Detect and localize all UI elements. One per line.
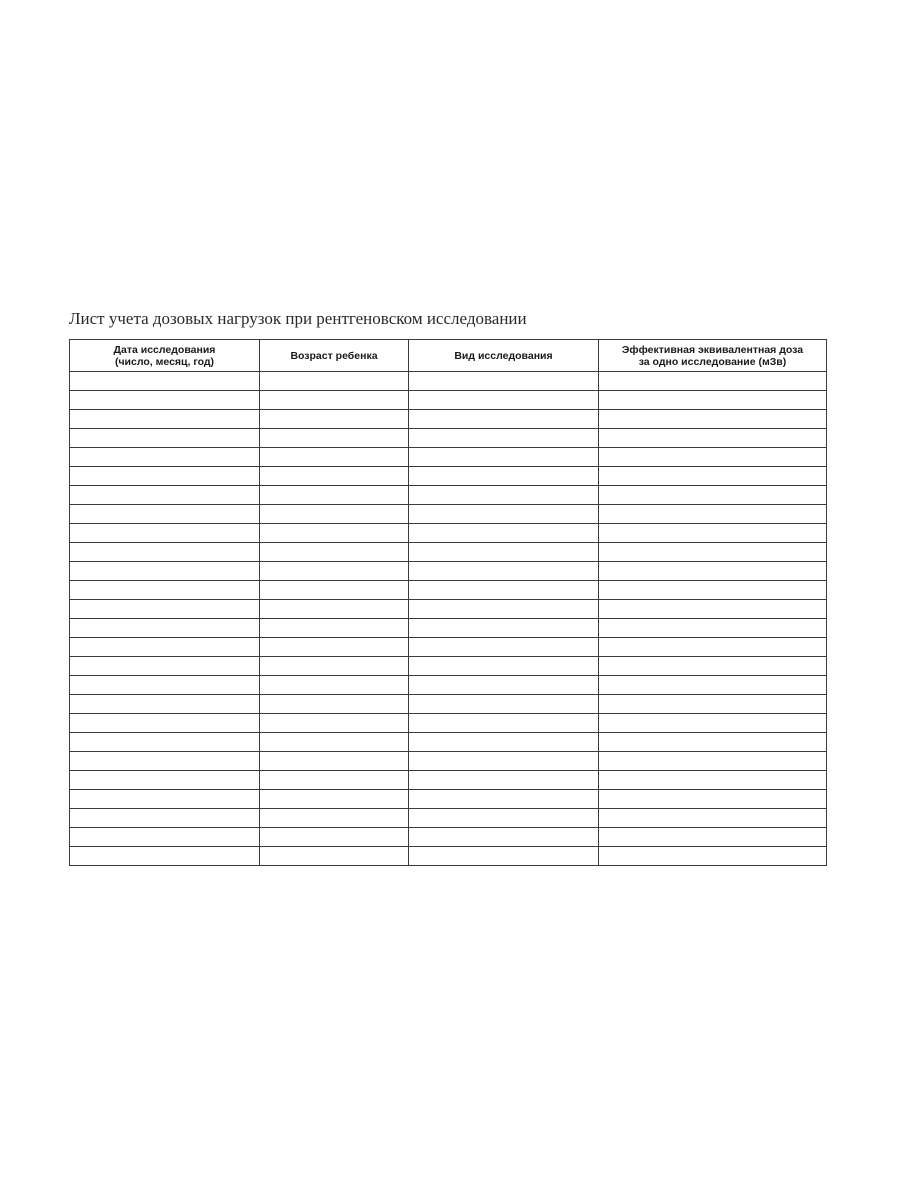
cell-exam-type[interactable] xyxy=(409,600,599,619)
header-exam-type xyxy=(409,340,599,372)
cell-child-age[interactable] xyxy=(260,429,409,448)
cell-exam-type[interactable] xyxy=(409,714,599,733)
cell-effective-dose[interactable] xyxy=(599,638,827,657)
header-exam-date-line2: (число, месяц, год) xyxy=(114,355,215,368)
cell-exam-type[interactable] xyxy=(409,372,599,391)
cell-exam-type[interactable] xyxy=(409,391,599,410)
cell-effective-dose[interactable] xyxy=(599,467,827,486)
cell-effective-dose[interactable] xyxy=(599,410,827,429)
cell-exam-date[interactable] xyxy=(70,505,260,524)
cell-exam-date[interactable] xyxy=(70,467,260,486)
cell-effective-dose[interactable] xyxy=(599,429,827,448)
table-row xyxy=(70,600,827,619)
cell-child-age[interactable] xyxy=(260,828,409,847)
cell-child-age[interactable] xyxy=(260,391,409,410)
table-row xyxy=(70,467,827,486)
cell-exam-type[interactable] xyxy=(409,619,599,638)
cell-child-age[interactable] xyxy=(260,562,409,581)
cell-exam-date[interactable] xyxy=(70,790,260,809)
table-body xyxy=(70,372,827,866)
table-row xyxy=(70,581,827,600)
table-row xyxy=(70,752,827,771)
cell-exam-date[interactable] xyxy=(70,448,260,467)
cell-exam-type[interactable] xyxy=(409,657,599,676)
cell-effective-dose[interactable] xyxy=(599,752,827,771)
table-row xyxy=(70,448,827,467)
table-row xyxy=(70,486,827,505)
cell-exam-type[interactable] xyxy=(409,790,599,809)
cell-effective-dose[interactable] xyxy=(599,657,827,676)
cell-effective-dose[interactable] xyxy=(599,847,827,866)
cell-exam-date[interactable] xyxy=(70,695,260,714)
cell-exam-date[interactable] xyxy=(70,771,260,790)
cell-exam-type[interactable] xyxy=(409,676,599,695)
header-effective-dose-line2: за одно исследование (мЗв) xyxy=(638,355,787,368)
cell-effective-dose[interactable] xyxy=(599,771,827,790)
cell-effective-dose[interactable] xyxy=(599,448,827,467)
table-row xyxy=(70,809,827,828)
cell-exam-type[interactable] xyxy=(409,467,599,486)
cell-exam-date[interactable] xyxy=(70,600,260,619)
cell-child-age[interactable] xyxy=(260,505,409,524)
cell-exam-type[interactable] xyxy=(409,695,599,714)
cell-exam-type[interactable] xyxy=(409,847,599,866)
cell-exam-type[interactable] xyxy=(409,809,599,828)
table-row xyxy=(70,676,827,695)
cell-child-age[interactable] xyxy=(260,657,409,676)
header-exam-type-line1: Вид исследования xyxy=(454,349,553,362)
cell-effective-dose[interactable] xyxy=(599,581,827,600)
cell-child-age[interactable] xyxy=(260,695,409,714)
header-child-age-line1: Возраст ребенка xyxy=(290,349,378,362)
cell-child-age[interactable] xyxy=(260,581,409,600)
cell-child-age[interactable] xyxy=(260,714,409,733)
table-row xyxy=(70,638,827,657)
cell-exam-type[interactable] xyxy=(409,562,599,581)
cell-effective-dose[interactable] xyxy=(599,600,827,619)
cell-exam-date[interactable] xyxy=(70,809,260,828)
cell-child-age[interactable] xyxy=(260,771,409,790)
header-effective-dose-line1: Эффективная эквивалентная доза xyxy=(621,343,804,356)
cell-child-age[interactable] xyxy=(260,752,409,771)
cell-exam-type[interactable] xyxy=(409,581,599,600)
cell-exam-date[interactable] xyxy=(70,391,260,410)
table-row xyxy=(70,429,827,448)
cell-exam-type[interactable] xyxy=(409,733,599,752)
cell-child-age[interactable] xyxy=(260,410,409,429)
table-row xyxy=(70,410,827,429)
table-row xyxy=(70,733,827,752)
cell-exam-type[interactable] xyxy=(409,429,599,448)
cell-effective-dose[interactable] xyxy=(599,524,827,543)
cell-exam-date[interactable] xyxy=(70,562,260,581)
cell-effective-dose[interactable] xyxy=(599,619,827,638)
cell-child-age[interactable] xyxy=(260,619,409,638)
cell-exam-type[interactable] xyxy=(409,505,599,524)
table-row xyxy=(70,505,827,524)
header-exam-date xyxy=(70,340,260,372)
cell-effective-dose[interactable] xyxy=(599,733,827,752)
cell-effective-dose[interactable] xyxy=(599,809,827,828)
cell-exam-date[interactable] xyxy=(70,429,260,448)
cell-exam-date[interactable] xyxy=(70,543,260,562)
cell-effective-dose[interactable] xyxy=(599,505,827,524)
cell-child-age[interactable] xyxy=(260,790,409,809)
cell-exam-type[interactable] xyxy=(409,410,599,429)
document-title: Лист учета дозовых нагрузок при рентгеновском исследовании xyxy=(69,309,527,328)
cell-exam-type[interactable] xyxy=(409,638,599,657)
table-row xyxy=(70,657,827,676)
cell-exam-type[interactable] xyxy=(409,543,599,562)
table-row xyxy=(70,771,827,790)
cell-exam-date[interactable] xyxy=(70,657,260,676)
cell-child-age[interactable] xyxy=(260,486,409,505)
cell-child-age[interactable] xyxy=(260,638,409,657)
cell-child-age[interactable] xyxy=(260,372,409,391)
cell-child-age[interactable] xyxy=(260,676,409,695)
cell-exam-date[interactable] xyxy=(70,733,260,752)
table-row xyxy=(70,695,827,714)
cell-exam-date[interactable] xyxy=(70,714,260,733)
cell-exam-date[interactable] xyxy=(70,410,260,429)
cell-exam-date[interactable] xyxy=(70,486,260,505)
header-effective-dose xyxy=(599,340,827,372)
cell-effective-dose[interactable] xyxy=(599,372,827,391)
cell-exam-date[interactable] xyxy=(70,828,260,847)
table-row xyxy=(70,790,827,809)
cell-child-age[interactable] xyxy=(260,448,409,467)
cell-effective-dose[interactable] xyxy=(599,676,827,695)
cell-exam-date[interactable] xyxy=(70,619,260,638)
cell-exam-type[interactable] xyxy=(409,486,599,505)
cell-exam-date[interactable] xyxy=(70,847,260,866)
cell-effective-dose[interactable] xyxy=(599,695,827,714)
cell-effective-dose[interactable] xyxy=(599,562,827,581)
table-row xyxy=(70,847,827,866)
cell-effective-dose[interactable] xyxy=(599,486,827,505)
cell-child-age[interactable] xyxy=(260,543,409,562)
cell-exam-date[interactable] xyxy=(70,581,260,600)
cell-effective-dose[interactable] xyxy=(599,828,827,847)
cell-exam-date[interactable] xyxy=(70,638,260,657)
table-row xyxy=(70,372,827,391)
table-row xyxy=(70,828,827,847)
cell-child-age[interactable] xyxy=(260,847,409,866)
cell-child-age[interactable] xyxy=(260,809,409,828)
cell-exam-type[interactable] xyxy=(409,448,599,467)
cell-effective-dose[interactable] xyxy=(599,543,827,562)
cell-effective-dose[interactable] xyxy=(599,790,827,809)
cell-exam-date[interactable] xyxy=(70,752,260,771)
cell-exam-type[interactable] xyxy=(409,771,599,790)
cell-child-age[interactable] xyxy=(260,733,409,752)
table-row xyxy=(70,714,827,733)
cell-child-age[interactable] xyxy=(260,467,409,486)
cell-effective-dose[interactable] xyxy=(599,391,827,410)
cell-exam-date[interactable] xyxy=(70,372,260,391)
table-row xyxy=(70,562,827,581)
cell-child-age[interactable] xyxy=(260,524,409,543)
cell-exam-type[interactable] xyxy=(409,524,599,543)
cell-exam-date[interactable] xyxy=(70,676,260,695)
dose-record-table xyxy=(69,339,827,866)
cell-exam-type[interactable] xyxy=(409,828,599,847)
header-child-age xyxy=(260,340,409,372)
cell-exam-type[interactable] xyxy=(409,752,599,771)
table-header-row xyxy=(70,340,827,372)
cell-child-age[interactable] xyxy=(260,600,409,619)
header-exam-date-line1: Дата исследования xyxy=(113,343,216,356)
table-row xyxy=(70,524,827,543)
table-row xyxy=(70,619,827,638)
cell-exam-date[interactable] xyxy=(70,524,260,543)
table-row xyxy=(70,543,827,562)
table-row xyxy=(70,391,827,410)
cell-effective-dose[interactable] xyxy=(599,714,827,733)
